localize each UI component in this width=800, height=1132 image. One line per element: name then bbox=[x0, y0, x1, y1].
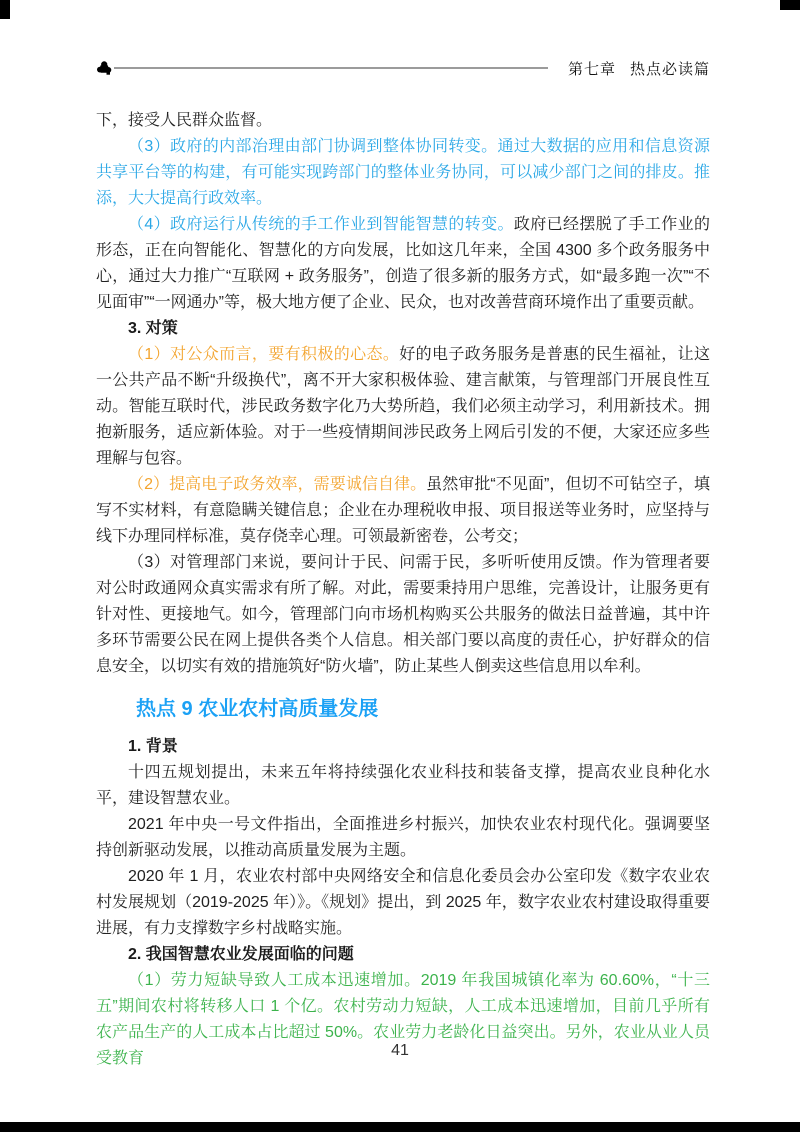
screen-edge-top-right bbox=[780, 0, 800, 10]
heading-beijing: 1. 背景 bbox=[128, 738, 178, 755]
paragraph-point4 bbox=[96, 212, 710, 316]
section-title-hotspot9: 热点 9 农业农村高质量发展 bbox=[136, 698, 379, 720]
paragraph-point4-lead: （4）政府运行从传统的手工作业到智能智慧的转变。 bbox=[128, 216, 514, 233]
chapter-label: 第七章 bbox=[567, 60, 616, 78]
paragraph-countermeasure1-lead: （1）对公众而言，要有积极的心态。 bbox=[128, 346, 400, 363]
paragraph-countermeasure1 bbox=[96, 342, 710, 472]
paragraph-countermeasure2 bbox=[96, 472, 710, 550]
screen-edge-top-left bbox=[0, 0, 10, 19]
paragraph-countermeasure3: （3）对管理部门来说，要问计于民、问需于民，多听听使用反馈。作为管理者要对公时政通网众真实需求有所了解。对此，需要秉持用户思维，完善设计，让服务更有针对性、更接地气。如今，管理部门向市场机构购买公共服务的做法日益普遍，其中许多环节需要公民在网上提供各类个人信息。相关部门要以高度的责任心，护好群众的信息安全，以切实有效的措施筑好“防火墙”，防止某些人倒卖这些信息用以牟利。 bbox=[96, 554, 710, 675]
chapter-title bbox=[568, 58, 710, 79]
paragraph-background1: 十四五规划提出，未来五年将持续强化农业科技和装备支撑，提高农业良种化水平，建设智慧农业。 bbox=[96, 764, 710, 807]
header-rule bbox=[114, 67, 548, 69]
page-footer bbox=[0, 1042, 800, 1060]
paragraph-continuation: 下，接受人民群众监督。 bbox=[96, 112, 273, 129]
paragraph-countermeasure2-rest: 虽然审批“不见面”，但切不可钻空子，填写不实材料，有意隐瞒关键信息；企业在办理税收申报、项目报送等业务时，应坚持与线下办理同样标准，莫存侥幸心理。可领最新密卷，公考交； bbox=[96, 476, 710, 545]
paragraph-point3-blue: （3）政府的内部治理由部门协调到整体协同转变。通过大数据的应用和信息资源共享平台等的构建，有可能实现跨部门的整体业务协同，可以减少部门之间的排皮。推添，大大提高行政效率。 bbox=[96, 138, 710, 207]
paragraph-countermeasure2-lead: （2）提高电子政务效率，需要诚信自律。 bbox=[128, 476, 427, 493]
paragraph-countermeasure1-rest: 好的电子政务服务是普惠的民生福祉，让这一公共产品不断“升级换代”，离不开大家积极体验、建言献策，与管理部门开展良性互动。智能互联时代，涉民政务数字化乃大势所趋，我们必须主动学习，利用新技术。拥抱新服务，适应新体验。对于一些疫情期间涉民政务上网后引发的不便，大家还应多些理解与包容。 bbox=[96, 346, 710, 467]
page-header bbox=[96, 58, 710, 78]
page-number: 41 bbox=[391, 1042, 409, 1059]
page-body bbox=[96, 108, 710, 1072]
paragraph-problem1-green: （1）劳力短缺导致人工成本迅速增加。2019 年我国城镇化率为 60.60%，“十三五”期间农村将转移人口 1 个亿。农村劳动力短缺，人工成本迅速增加，目前几乎所有农产品生产的人工成本占比超过 50%。农业劳力老龄化日益突出。另外，农业从业人员受教育 bbox=[96, 972, 710, 1067]
heading-wenti: 2. 我国智慧农业发展面临的问题 bbox=[128, 946, 354, 963]
section-label: 热点必读篇 bbox=[629, 60, 710, 78]
heading-duice: 3. 对策 bbox=[128, 320, 178, 337]
screen-edge-bottom bbox=[0, 1122, 800, 1132]
puzzle-icon bbox=[96, 60, 112, 76]
paragraph-point4-rest: 政府已经摆脱了手工作业的形态，正在向智能化、智慧化的方向发展，比如这几年来，全国 4300 多个政务服务中心，通过大力推广“互联网 + 政务服务”，创造了很多新的服务方式，如“最多跑一次”“不见面审”“一网通办”等，极大地方便了企业、民众，也对改善营商环境作出了重要贡献。 bbox=[96, 216, 710, 311]
paragraph-background2: 2021 年中央一号文件指出，全面推进乡村振兴，加快农业农村现代化。强调要坚持创新驱动发展，以推动高质量发展为主题。 bbox=[96, 816, 710, 859]
paragraph-background3: 2020 年 1 月，农业农村部中央网络安全和信息化委员会办公室印发《数字农业农村发展规划（2019-2025 年）》。《规划》提出，到 2025 年，数字农业农村建设取得重要进展，有力支撑数字乡村战略实施。 bbox=[96, 868, 710, 937]
